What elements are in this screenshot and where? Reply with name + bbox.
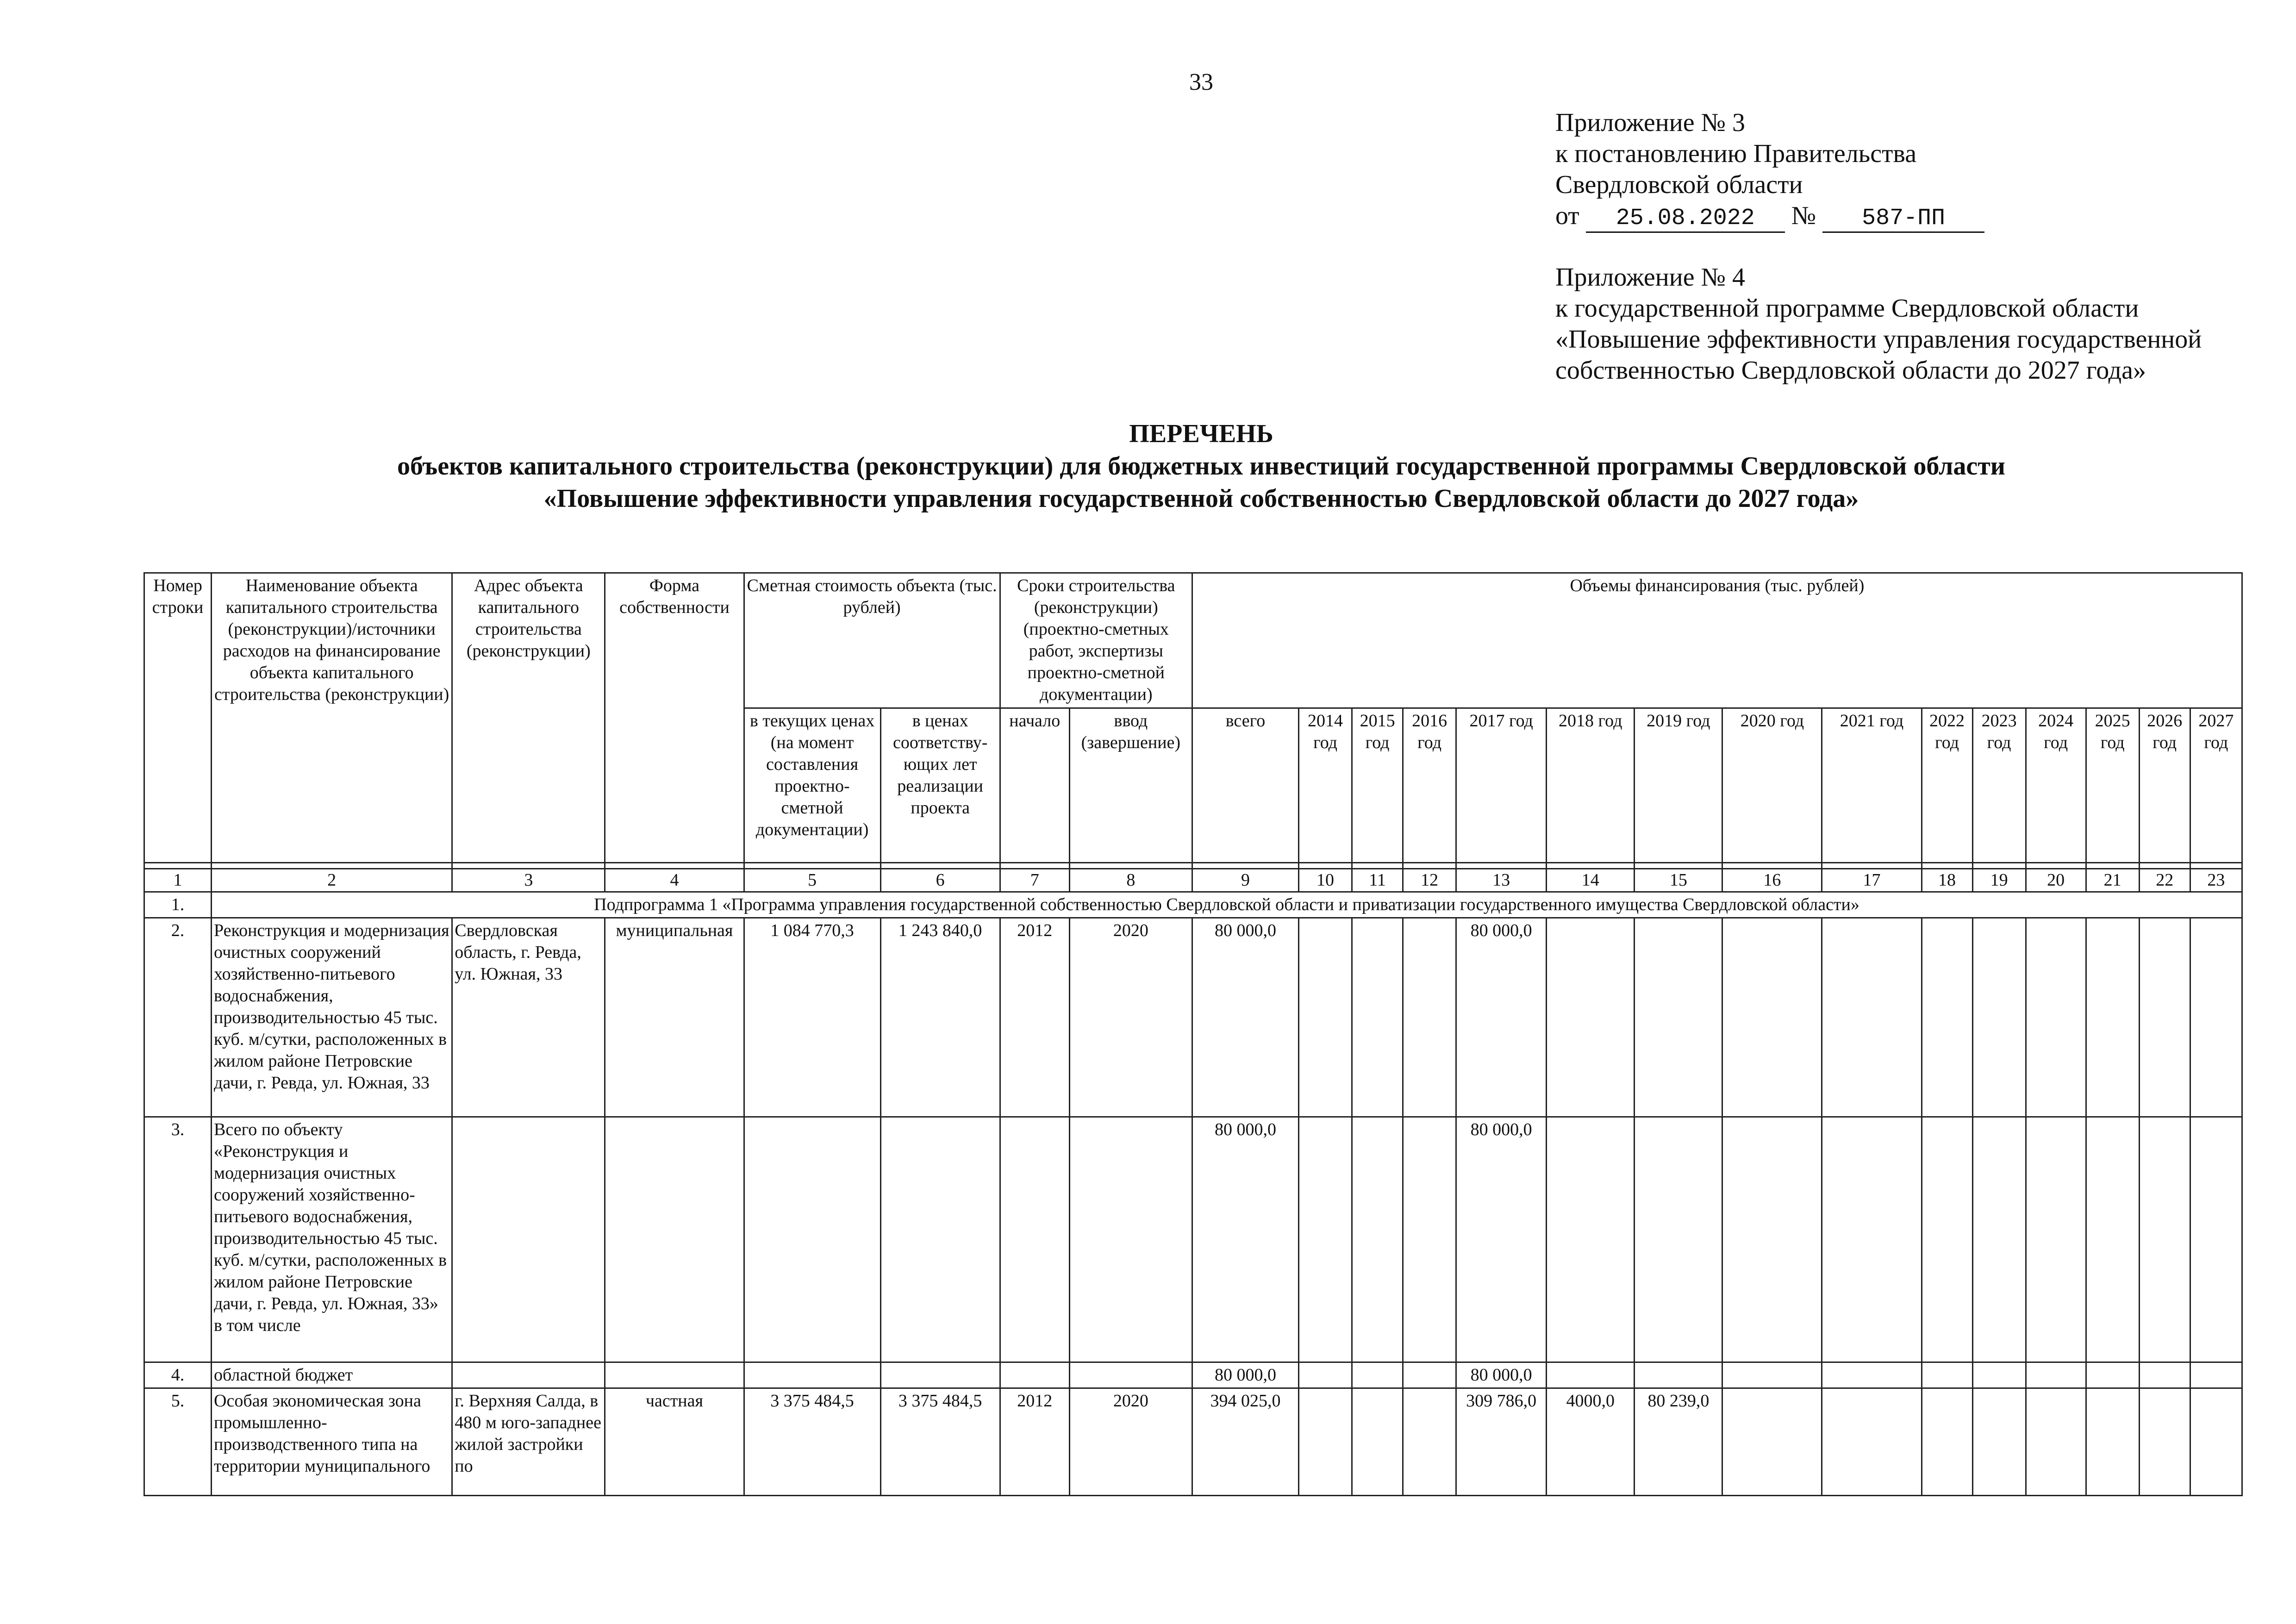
resolution-date: 25.08.2022 <box>1586 206 1785 233</box>
financing-total: 394 025,0 <box>1192 1388 1298 1496</box>
column-number: 22 <box>2139 869 2190 892</box>
column-number: 11 <box>1352 869 1403 892</box>
row-number: 1. <box>144 892 212 918</box>
table-row <box>144 1362 2242 1388</box>
object-name: Особая экономическая зона промышленно-производственного типа на территории муниципального <box>212 1388 452 1496</box>
column-number: 19 <box>1972 869 2026 892</box>
financing-2017: 80 000,0 <box>1456 1362 1547 1388</box>
document-title <box>0 418 2296 515</box>
header-current-prices: в текущих ценах (на момент составления проектно-сметной документации) <box>744 708 880 863</box>
column-number: 3 <box>452 869 605 892</box>
header-2022: 2022 год <box>1922 708 1972 863</box>
header-ownership: Форма собственности <box>605 573 744 863</box>
column-number: 14 <box>1547 869 1635 892</box>
column-number: 16 <box>1722 869 1822 892</box>
object-name: Всего по объекту «Реконструкция и модернизация очистных сооружений хозяйственно-питьевого водоснабжения, производительностью 45 тыс. куб. м/сутки, расположенных в жилом районе Петровские дачи, г. Ревда, ул. Южная, 33» в том числе <box>212 1117 452 1362</box>
header-2020: 2020 год <box>1722 708 1822 863</box>
header-2019: 2019 год <box>1635 708 1722 863</box>
title-line1: ПЕРЕЧЕНЬ <box>1129 419 1273 448</box>
header-2014: 2014 год <box>1299 708 1352 863</box>
header-construction-terms: Сроки строительства (реконструкции) (проектно-сметных работ, экспертизы проектно-сметной документации) <box>1000 573 1192 708</box>
number-label: № <box>1791 201 1816 230</box>
header-address: Адрес объекта капитального строительства (реконструкции) <box>452 573 605 863</box>
appendix-3-date-line <box>1555 200 1984 233</box>
financing-2017: 80 000,0 <box>1456 918 1547 1117</box>
subprogram-title: Подпрограмма 1 «Программа управления государственной собственностью Свердловской области и приватизации государственного имущества Свердловской области» <box>212 892 2242 918</box>
header-2016: 2016 год <box>1403 708 1456 863</box>
column-number: 8 <box>1069 869 1192 892</box>
row-number: 3. <box>144 1117 212 1362</box>
financing-2019: 80 239,0 <box>1635 1388 1722 1496</box>
header-2026: 2026 год <box>2139 708 2190 863</box>
column-number: 7 <box>1000 869 1069 892</box>
column-number: 21 <box>2086 869 2139 892</box>
column-number: 12 <box>1403 869 1456 892</box>
appendix-4-line2: к государственной программе Свердловской области <box>1555 294 2139 323</box>
table-row <box>144 1388 2242 1496</box>
cost-current: 1 084 770,3 <box>744 918 880 1117</box>
object-name: Реконструкция и модернизация очистных сооружений хозяйственно-питьевого водоснабжения, производительностью 45 тыс. куб. м/сутки, расположенных в жилом районе Петровские дачи, г. Ревда, ул. Южная, 33 <box>212 918 452 1117</box>
appendix-3-line1: Приложение № 3 <box>1555 108 1745 137</box>
appendix-4-line1: Приложение № 4 <box>1555 263 1745 292</box>
column-number: 5 <box>744 869 880 892</box>
financing-2017: 309 786,0 <box>1456 1388 1547 1496</box>
appendix-3-line2: к постановлению Правительства <box>1555 139 1917 168</box>
title-line2: объектов капитального строительства (реконструкции) для бюджетных инвестиций государственной программы Свердловской области <box>397 452 2006 481</box>
column-number: 2 <box>212 869 452 892</box>
column-number: 9 <box>1192 869 1298 892</box>
header-row-number: Номер строки <box>144 573 212 863</box>
column-number: 10 <box>1299 869 1352 892</box>
object-address: г. Верхняя Салда, в 480 м юго-западнее жилой застройки по <box>452 1388 605 1496</box>
header-estimated-cost: Сметная стоимость объекта (тыс. рублей) <box>744 573 1000 708</box>
appendix-4-block <box>1555 262 2202 386</box>
header-2027: 2027 год <box>2190 708 2242 863</box>
table-row <box>144 1117 2242 1362</box>
appendix-3-line3: Свердловской области <box>1555 170 1803 199</box>
header-completion: ввод (завершение) <box>1069 708 1192 863</box>
cost-implementation: 1 243 840,0 <box>880 918 1000 1117</box>
table-row <box>144 918 2242 1117</box>
header-2025: 2025 год <box>2086 708 2139 863</box>
resolution-number: 587-ПП <box>1822 206 1984 233</box>
object-address: Свердловская область, г. Ревда, ул. Южная, 33 <box>452 918 605 1117</box>
row-number: 4. <box>144 1362 212 1388</box>
object-name: областной бюджет <box>212 1362 452 1388</box>
row-number: 5. <box>144 1388 212 1496</box>
header-financing: Объемы финансирования (тыс. рублей) <box>1192 573 2242 708</box>
column-number: 20 <box>2026 869 2086 892</box>
table-row-subprogram <box>144 892 2242 918</box>
column-numbers-row <box>144 869 2242 892</box>
column-number: 23 <box>2190 869 2242 892</box>
page-number: 33 <box>1189 69 1213 95</box>
objects-table <box>144 572 2243 1496</box>
completion-year: 2020 <box>1069 918 1192 1117</box>
column-number: 6 <box>880 869 1000 892</box>
financing-2018: 4000,0 <box>1547 1388 1635 1496</box>
header-2017: 2017 год <box>1456 708 1547 863</box>
start-year: 2012 <box>1000 918 1069 1117</box>
financing-total: 80 000,0 <box>1192 918 1298 1117</box>
financing-total: 80 000,0 <box>1192 1362 1298 1388</box>
header-2021: 2021 год <box>1822 708 1922 863</box>
completion-year: 2020 <box>1069 1388 1192 1496</box>
header-2023: 2023 год <box>1972 708 2026 863</box>
column-number: 4 <box>605 869 744 892</box>
column-number: 17 <box>1822 869 1922 892</box>
ownership: муниципальная <box>605 918 744 1117</box>
column-number: 15 <box>1635 869 1722 892</box>
header-implementation-prices: в ценах соответству-ющих лет реализации проекта <box>880 708 1000 863</box>
appendix-4-line4: собственностью Свердловской области до 2027 года» <box>1555 356 2146 385</box>
cost-current: 3 375 484,5 <box>744 1388 880 1496</box>
header-start: начало <box>1000 708 1069 863</box>
column-number: 13 <box>1456 869 1547 892</box>
row-number: 2. <box>144 918 212 1117</box>
header-row-1 <box>144 573 2242 708</box>
financing-2017: 80 000,0 <box>1456 1117 1547 1362</box>
header-gap <box>144 863 2242 869</box>
header-total: всего <box>1192 708 1298 863</box>
header-2015: 2015 год <box>1352 708 1403 863</box>
ownership: частная <box>605 1388 744 1496</box>
column-number: 18 <box>1922 869 1972 892</box>
column-number: 1 <box>144 869 212 892</box>
from-label: от <box>1555 201 1579 230</box>
appendix-4-line3: «Повышение эффективности управления государственной <box>1555 325 2202 354</box>
appendix-3-block <box>1555 107 1984 233</box>
financing-total: 80 000,0 <box>1192 1117 1298 1362</box>
header-2018: 2018 год <box>1547 708 1635 863</box>
title-line3: «Повышение эффективности управления государственной собственностью Свердловской области до 2027 года» <box>543 484 1859 513</box>
header-2024: 2024 год <box>2026 708 2086 863</box>
header-object-name: Наименование объекта капитального строительства (реконструкции)/источники расходов на финансирование объекта капитального строительства (реконструкции) <box>212 573 452 863</box>
start-year: 2012 <box>1000 1388 1069 1496</box>
cost-implementation: 3 375 484,5 <box>880 1388 1000 1496</box>
